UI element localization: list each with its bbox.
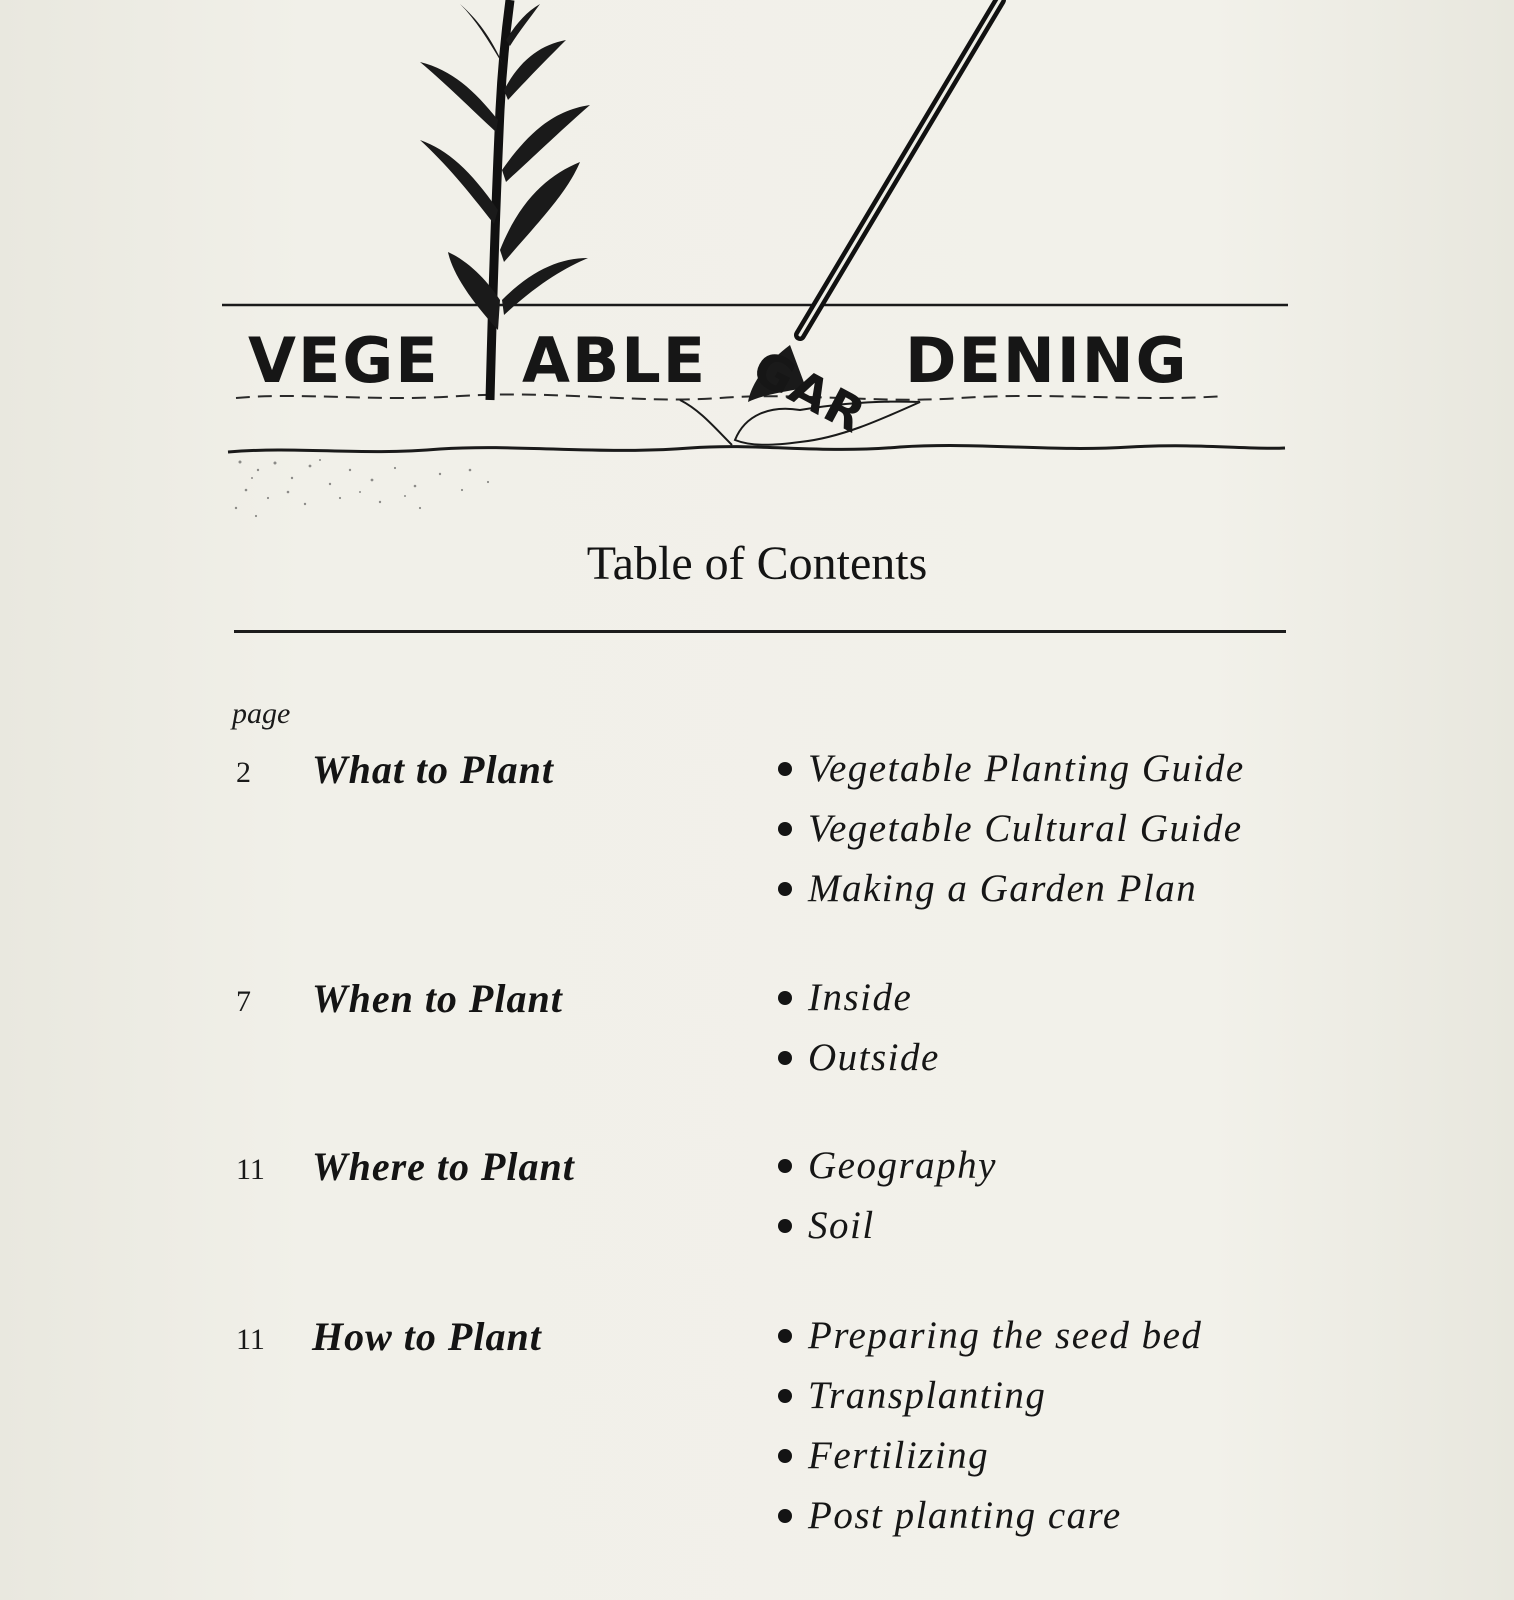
bullet-icon [778,1509,792,1523]
bullet-icon [778,1389,792,1403]
bullet-icon [778,1449,792,1463]
topic-label: Vegetable Cultural Guide [808,807,1243,850]
section-title: What to Plant [312,747,554,792]
topic-label: Preparing the seed bed [808,1314,1203,1357]
section-page-number: 11 [236,1323,265,1356]
bullet-icon [778,1051,792,1065]
section-page-number: 2 [236,756,251,789]
topic-list [774,746,1245,926]
topic-label: Vegetable Planting Guide [808,747,1245,790]
bullet-icon [778,822,792,836]
section-title: How to Plant [312,1314,542,1359]
topic-label: Soil [808,1204,875,1247]
page-title: Table of Contents [586,537,928,590]
topic-list [774,1313,1202,1553]
bullet-icon [778,1219,792,1233]
section-page-number: 7 [236,985,251,1018]
topic-item [774,1203,997,1263]
heading-divider [234,630,1286,633]
topic-label: Making a Garden Plan [808,867,1198,910]
section-title: When to Plant [312,976,563,1021]
masthead-title-left: VEGE [248,324,440,397]
topic-list [774,975,940,1095]
masthead-title-gar: GAR [743,339,876,446]
topic-item [774,1143,997,1203]
bullet-icon [778,882,792,896]
topic-item [774,1433,1202,1493]
topic-item [774,1373,1202,1433]
bullet-icon [778,991,792,1005]
masthead-title-mid: ABLE [522,324,708,397]
topic-list [774,1143,997,1263]
topic-label: Inside [808,976,913,1019]
masthead-title-right: DENING [905,324,1189,397]
topic-item [774,975,940,1035]
topic-label: Fertilizing [808,1434,990,1477]
topic-label: Post planting care [808,1494,1122,1537]
topic-item [774,1035,940,1095]
topic-item [774,806,1245,866]
bullet-icon [778,762,792,776]
section-page-number: 11 [236,1153,265,1186]
masthead [0,0,1514,530]
topic-label: Geography [808,1144,997,1187]
topic-label: Outside [808,1036,940,1079]
section-title: Where to Plant [312,1144,575,1189]
page-column-label: page [232,697,291,730]
topic-label: Transplanting [808,1374,1047,1417]
bullet-icon [778,1159,792,1173]
topic-item [774,746,1245,806]
topic-item [774,1493,1202,1553]
topic-item [774,866,1245,926]
corn-stalk-and-hoe-icon [0,0,1514,530]
topic-item [774,1313,1202,1373]
bullet-icon [778,1329,792,1343]
